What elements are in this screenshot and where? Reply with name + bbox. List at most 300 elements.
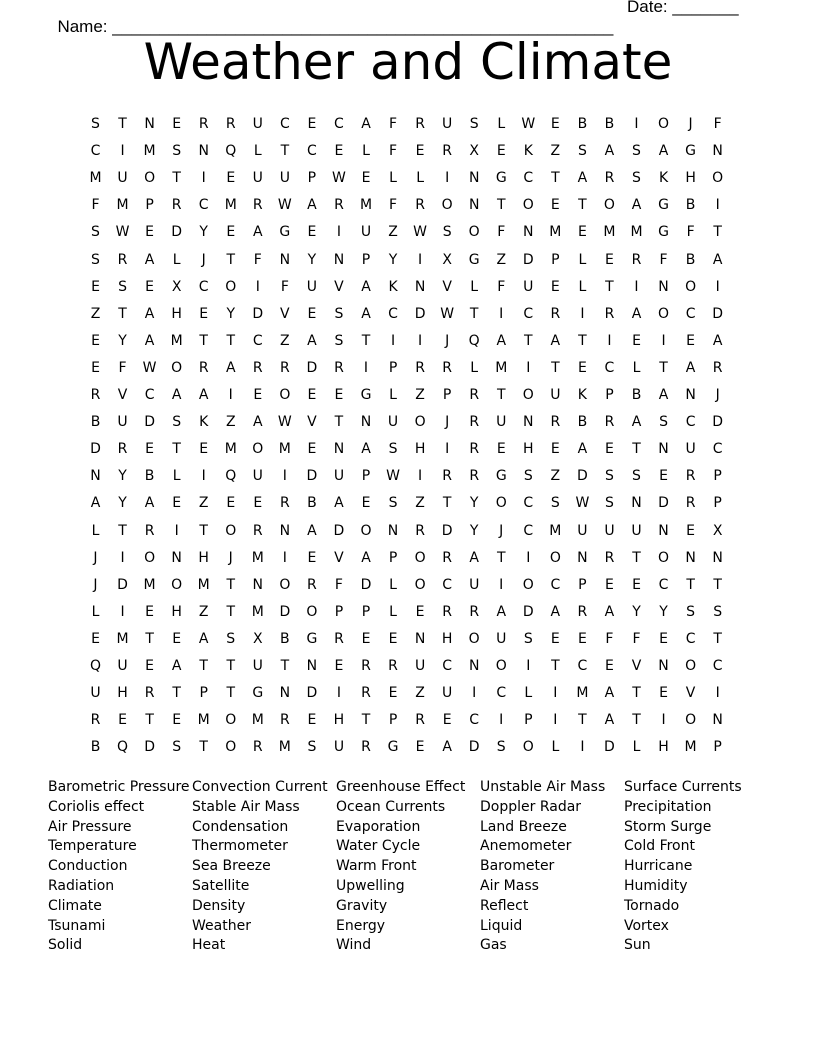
grid-letter: E xyxy=(686,522,696,539)
grid-letter: F xyxy=(280,278,289,295)
grid-letter: E xyxy=(172,712,182,729)
grid-letter: D xyxy=(171,224,183,241)
grid-letter: B xyxy=(685,251,696,268)
grid-letter: N xyxy=(414,630,426,647)
grid-letter: N xyxy=(685,387,696,403)
grid-letter: U xyxy=(469,576,480,593)
grid-letter: N xyxy=(414,278,426,295)
grid-letter: E xyxy=(577,224,587,241)
grid-letter: S xyxy=(334,305,344,322)
grid-letter: E xyxy=(605,441,614,458)
grid-letter: P xyxy=(334,603,344,620)
grid-letter: T xyxy=(118,305,127,322)
grid-letter: A xyxy=(604,685,615,702)
grid-letter: I xyxy=(553,685,558,702)
grid-letter: R xyxy=(225,116,236,132)
grid-letter: M xyxy=(549,224,562,241)
grid-letter: L xyxy=(551,739,560,756)
grid-letter: A xyxy=(225,359,236,376)
grid-letter: F xyxy=(497,224,506,241)
grid-letter: A xyxy=(198,387,209,403)
grid-letter: C xyxy=(523,495,534,512)
grid-letter: E xyxy=(91,630,100,647)
grid-letter: R xyxy=(469,441,480,458)
grid-letter: E xyxy=(118,712,127,729)
grid-letter: P xyxy=(713,468,722,485)
grid-letter: R xyxy=(469,468,480,485)
grid-letter: B xyxy=(577,414,588,431)
grid-letter: O xyxy=(306,603,318,620)
grid-row xyxy=(82,463,742,490)
grid-letter: E xyxy=(199,441,209,458)
word-bank-item: Water Cycle xyxy=(336,838,421,855)
grid-letter: C xyxy=(523,170,534,187)
grid-letter: M xyxy=(495,359,508,376)
grid-letter: I xyxy=(120,143,125,160)
grid-letter: I xyxy=(526,359,531,376)
grid-letter: V xyxy=(280,305,290,322)
word-bank-item: Radiation xyxy=(48,877,115,894)
grid-letter: E xyxy=(361,630,371,647)
grid-letter: T xyxy=(226,576,236,593)
grid-letter: K xyxy=(199,414,209,431)
grid-letter: M xyxy=(143,576,156,593)
grid-letter: J xyxy=(445,414,450,431)
grid-letter: R xyxy=(90,387,101,403)
grid-letter: H xyxy=(171,603,182,620)
grid-letter: C xyxy=(496,685,507,702)
grid-letter: M xyxy=(224,197,237,214)
grid-letter: N xyxy=(631,495,642,512)
grid-letter: S xyxy=(604,468,614,485)
grid-letter: E xyxy=(632,332,641,349)
grid-letter: E xyxy=(145,603,155,620)
grid-letter: P xyxy=(388,359,398,376)
grid-letter: S xyxy=(91,116,100,132)
word-bank-item: Gas xyxy=(480,937,507,954)
grid-letter: R xyxy=(442,359,452,376)
grid-row xyxy=(82,436,742,463)
grid-letter: D xyxy=(252,305,264,322)
grid-letter: R xyxy=(577,603,588,620)
word-bank-item: Gravity xyxy=(336,897,388,914)
grid-letter: R xyxy=(442,549,452,566)
date-field[interactable]: Date: _______ xyxy=(627,0,739,16)
grid-letter: M xyxy=(630,224,643,241)
grid-letter: R xyxy=(415,359,425,376)
grid-letter: A xyxy=(307,522,317,539)
grid-letter: T xyxy=(199,522,208,539)
word-bank-item: Storm Surge xyxy=(624,818,712,835)
grid-letter: O xyxy=(144,170,156,187)
grid-letter: J xyxy=(228,549,233,566)
grid-letter: Y xyxy=(118,468,127,485)
grid-letter: Q xyxy=(117,739,129,756)
grid-letter: Z xyxy=(550,143,561,160)
grid-letter: I xyxy=(201,170,206,187)
grid-letter: E xyxy=(605,576,614,593)
grid-letter: Z xyxy=(225,414,236,431)
word-bank-item: Weather xyxy=(192,917,251,934)
grid-letter: J xyxy=(499,522,504,539)
grid-letter: X xyxy=(712,522,723,539)
grid-letter: T xyxy=(578,332,587,349)
grid-letter: O xyxy=(414,549,426,566)
grid-letter: R xyxy=(604,305,615,322)
grid-letter: T xyxy=(524,332,533,349)
grid-letter: R xyxy=(604,170,615,187)
word-bank-item: Surface Currents xyxy=(624,779,742,795)
grid-letter: M xyxy=(603,224,616,241)
header-line xyxy=(48,0,748,36)
grid-letter: V xyxy=(685,685,696,702)
grid-letter: R xyxy=(712,359,723,376)
grid-letter: D xyxy=(604,739,615,756)
name-field[interactable]: Name: _____________________________________________________ xyxy=(57,17,614,36)
word-bank-item: Satellite xyxy=(192,877,250,894)
word-bank-item: Density xyxy=(192,897,246,914)
grid-letter: F xyxy=(713,116,722,132)
grid-letter: J xyxy=(715,387,720,403)
grid-letter: E xyxy=(253,387,263,403)
word-bank-item: Energy xyxy=(336,917,386,934)
grid-letter: K xyxy=(658,170,669,187)
grid-letter: T xyxy=(199,658,208,674)
grid-letter: S xyxy=(523,468,533,485)
grid-letter: H xyxy=(685,170,696,187)
grid-letter: O xyxy=(225,278,237,295)
word-bank-item: Cold Front xyxy=(624,838,695,855)
grid-letter: T xyxy=(172,685,181,702)
grid-letter: O xyxy=(549,549,561,566)
grid-letter: I xyxy=(661,332,666,349)
grid-letter: I xyxy=(499,712,504,729)
word-bank-item: Sun xyxy=(624,937,651,954)
grid-letter: U xyxy=(333,739,345,756)
grid-row xyxy=(82,355,742,382)
grid-letter: S xyxy=(172,143,182,160)
grid-letter: E xyxy=(172,630,182,647)
grid-letter: C xyxy=(604,359,615,376)
grid-letter: I xyxy=(445,170,450,187)
grid-letter: I xyxy=(120,603,125,620)
grid-letter: T xyxy=(713,630,722,647)
grid-letter: A xyxy=(631,305,642,322)
grid-letter: M xyxy=(278,739,291,756)
grid-letter: I xyxy=(418,468,423,485)
grid-letter: R xyxy=(279,495,290,512)
grid-letter: H xyxy=(171,305,182,322)
word-bank-item: Temperature xyxy=(48,838,137,855)
grid-letter: T xyxy=(713,224,722,241)
grid-letter: D xyxy=(468,739,480,756)
grid-letter: L xyxy=(497,116,506,132)
grid-letter: M xyxy=(116,630,129,647)
grid-letter: L xyxy=(578,251,587,268)
grid-letter: N xyxy=(387,522,399,539)
grid-letter: E xyxy=(415,603,425,620)
grid-letter: D xyxy=(279,603,291,620)
grid-letter: Y xyxy=(469,495,479,512)
grid-letter: L xyxy=(389,603,397,620)
grid-letter: U xyxy=(523,278,534,295)
grid-letter: A xyxy=(550,332,561,349)
grid-letter: I xyxy=(499,576,504,593)
grid-letter: O xyxy=(279,387,291,403)
grid-letter: W xyxy=(575,495,590,512)
grid-letter: O xyxy=(441,197,453,214)
grid-letter: P xyxy=(361,468,371,485)
grid-letter: A xyxy=(334,495,344,512)
grid-letter: N xyxy=(90,468,101,485)
grid-row xyxy=(82,626,742,653)
grid-row xyxy=(82,382,742,409)
grid-letter: E xyxy=(577,630,587,647)
grid-letter: Z xyxy=(280,332,290,349)
word-bank-item: Conduction xyxy=(48,858,128,875)
word-bank-item: Tornado xyxy=(624,897,680,914)
grid-letter: S xyxy=(632,143,641,160)
grid-letter: O xyxy=(495,495,507,512)
grid-letter: E xyxy=(550,441,560,458)
grid-letter: R xyxy=(361,685,371,702)
grid-letter: D xyxy=(144,739,155,756)
grid-letter: I xyxy=(445,441,450,458)
grid-letter: A xyxy=(361,278,371,295)
grid-letter: E xyxy=(199,305,209,322)
grid-letter: U xyxy=(117,414,128,431)
grid-letter: W xyxy=(413,224,428,241)
grid-letter: R xyxy=(334,197,344,214)
grid-letter: A xyxy=(307,332,317,349)
grid-letter: U xyxy=(117,658,128,674)
grid-letter: R xyxy=(685,495,696,512)
grid-letter: I xyxy=(174,522,179,539)
word-bank-item: Coriolis effect xyxy=(48,798,145,815)
grid-letter: A xyxy=(604,603,615,620)
word-bank-item: Land Breeze xyxy=(480,818,567,835)
grid-letter: C xyxy=(712,658,723,674)
grid-letter: I xyxy=(634,278,639,295)
grid-letter: F xyxy=(632,630,641,647)
grid-letter: A xyxy=(253,224,263,241)
grid-letter: I xyxy=(499,305,504,322)
grid-letter: T xyxy=(659,359,668,376)
grid-letter: X xyxy=(171,278,182,295)
grid-letter: T xyxy=(172,441,181,458)
grid-letter: T xyxy=(118,116,127,132)
grid-letter: Z xyxy=(550,468,561,485)
grid-letter: N xyxy=(712,143,723,160)
grid-letter: T xyxy=(632,549,641,566)
grid-letter: F xyxy=(497,278,506,295)
grid-letter: U xyxy=(496,414,507,431)
grid-letter: Z xyxy=(198,603,209,620)
grid-letter: E xyxy=(550,197,560,214)
grid-letter: I xyxy=(715,685,720,702)
grid-letter: O xyxy=(603,197,615,214)
page-title: Weather and Climate xyxy=(143,33,673,91)
grid-letter: O xyxy=(522,387,534,403)
grid-letter: U xyxy=(252,468,263,485)
word-bank-item: Heat xyxy=(192,937,226,954)
grid-letter: H xyxy=(658,739,669,756)
grid-letter: N xyxy=(523,414,534,431)
grid-letter: E xyxy=(91,359,100,376)
grid-letter: Y xyxy=(118,495,127,512)
grid-letter: E xyxy=(307,549,317,566)
grid-letter: Q xyxy=(225,468,237,485)
grid-letter: F xyxy=(389,197,398,214)
grid-letter: U xyxy=(252,658,263,674)
grid-letter: E xyxy=(550,278,560,295)
grid-letter: N xyxy=(523,224,534,241)
grid-letter: R xyxy=(334,359,344,376)
grid-letter: Y xyxy=(388,251,398,268)
grid-letter: E xyxy=(253,495,263,512)
grid-letter: A xyxy=(253,414,263,431)
grid-letter: E xyxy=(307,305,317,322)
grid-letter: S xyxy=(577,143,587,160)
grid-letter: V xyxy=(631,658,642,674)
grid-letter: J xyxy=(201,251,206,268)
grid-letter: T xyxy=(551,658,560,674)
grid-letter: L xyxy=(632,739,641,756)
grid-letter: U xyxy=(577,522,588,539)
grid-letter: D xyxy=(90,441,101,458)
grid-letter: T xyxy=(686,576,695,593)
grid-letter: R xyxy=(388,658,398,674)
grid-letter: C xyxy=(90,143,101,160)
grid-letter: P xyxy=(388,549,398,566)
grid-letter: R xyxy=(117,251,128,268)
grid-letter: G xyxy=(658,197,669,214)
grid-letter: A xyxy=(658,143,669,160)
grid-letter: E xyxy=(226,170,236,187)
grid-letter: I xyxy=(201,468,206,485)
grid-letter: R xyxy=(252,359,263,376)
grid-letter: L xyxy=(172,251,181,268)
grid-letter: F xyxy=(334,576,343,593)
grid-letter: M xyxy=(251,549,264,566)
grid-letter: J xyxy=(445,332,450,349)
grid-letter: E xyxy=(172,116,182,132)
grid-letter: A xyxy=(144,495,155,512)
grid-letter: R xyxy=(171,197,182,214)
grid-letter: R xyxy=(442,468,452,485)
grid-letter: I xyxy=(418,332,423,349)
grid-letter: T xyxy=(551,170,560,187)
grid-letter: M xyxy=(197,712,210,729)
word-bank-item: Upwelling xyxy=(336,877,405,894)
grid-letter: S xyxy=(388,495,398,512)
grid-letter: Y xyxy=(199,224,208,241)
grid-letter: P xyxy=(578,576,587,593)
grid-letter: A xyxy=(604,143,615,160)
grid-letter: R xyxy=(252,522,263,539)
word-bank-item: Greenhouse Effect xyxy=(336,779,466,795)
grid-letter: E xyxy=(496,143,506,160)
grid-row xyxy=(82,545,742,572)
grid-letter: K xyxy=(523,143,533,160)
grid-letter: Q xyxy=(89,658,102,674)
grid-letter: L xyxy=(389,170,397,187)
word-bank-item: Hurricane xyxy=(624,858,693,875)
grid-letter: Y xyxy=(632,603,641,620)
grid-letter: P xyxy=(713,495,722,512)
grid-letter: R xyxy=(550,414,561,431)
grid-letter: F xyxy=(605,630,614,647)
grid-letter: O xyxy=(225,522,237,539)
grid-letter: M xyxy=(116,197,129,214)
grid-letter: N xyxy=(306,658,318,674)
grid-letter: D xyxy=(522,603,534,620)
grid-letter: T xyxy=(551,359,560,376)
grid-letter: I xyxy=(526,658,531,674)
grid-letter: R xyxy=(685,468,696,485)
grid-letter: B xyxy=(577,116,588,132)
grid-row xyxy=(82,328,742,355)
grid-letter: C xyxy=(685,305,696,322)
grid-letter: E xyxy=(659,685,668,702)
grid-letter: D xyxy=(306,685,318,702)
grid-letter: N xyxy=(577,549,588,566)
grid-letter: P xyxy=(605,387,614,403)
word-bank-item: Condensation xyxy=(192,818,289,835)
grid-letter: S xyxy=(91,251,100,268)
grid-letter: C xyxy=(198,278,209,295)
grid-letter: E xyxy=(388,685,398,702)
grid-row xyxy=(82,653,742,680)
grid-letter: P xyxy=(199,685,208,702)
grid-letter: E xyxy=(361,495,371,512)
word-bank-item: Solid xyxy=(48,937,83,954)
grid-letter: R xyxy=(415,522,425,539)
grid-letter: U xyxy=(414,658,426,674)
grid-letter: U xyxy=(117,170,128,187)
grid-letter: P xyxy=(361,603,371,620)
grid-letter: N xyxy=(171,549,182,566)
grid-letter: C xyxy=(523,522,534,539)
grid-letter: F xyxy=(389,143,398,160)
grid-letter: M xyxy=(89,170,102,187)
grid-letter: Y xyxy=(469,522,479,539)
grid-letter: A xyxy=(442,739,452,756)
grid-letter: M xyxy=(143,143,156,160)
word-bank-item: Climate xyxy=(48,897,102,914)
grid-letter: U xyxy=(252,116,263,132)
grid-letter: N xyxy=(198,143,209,160)
grid-letter: R xyxy=(469,387,480,403)
grid-letter: T xyxy=(361,332,371,349)
grid-letter: W xyxy=(440,305,455,322)
grid-letter: S xyxy=(172,414,182,431)
grid-letter: O xyxy=(712,170,724,187)
grid-letter: Y xyxy=(118,332,127,349)
grid-letter: O xyxy=(658,549,670,566)
grid-letter: O xyxy=(685,658,697,674)
grid-letter: C xyxy=(712,441,723,458)
grid-letter: W xyxy=(332,170,346,187)
grid-letter: O xyxy=(279,576,291,593)
grid-letter: L xyxy=(470,359,479,376)
grid-letter: T xyxy=(578,712,587,729)
grid-letter: A xyxy=(90,495,101,512)
grid-letter: J xyxy=(93,549,98,566)
grid-letter: A xyxy=(658,387,669,403)
grid-letter: D xyxy=(441,522,453,539)
grid-letter: U xyxy=(387,414,399,431)
